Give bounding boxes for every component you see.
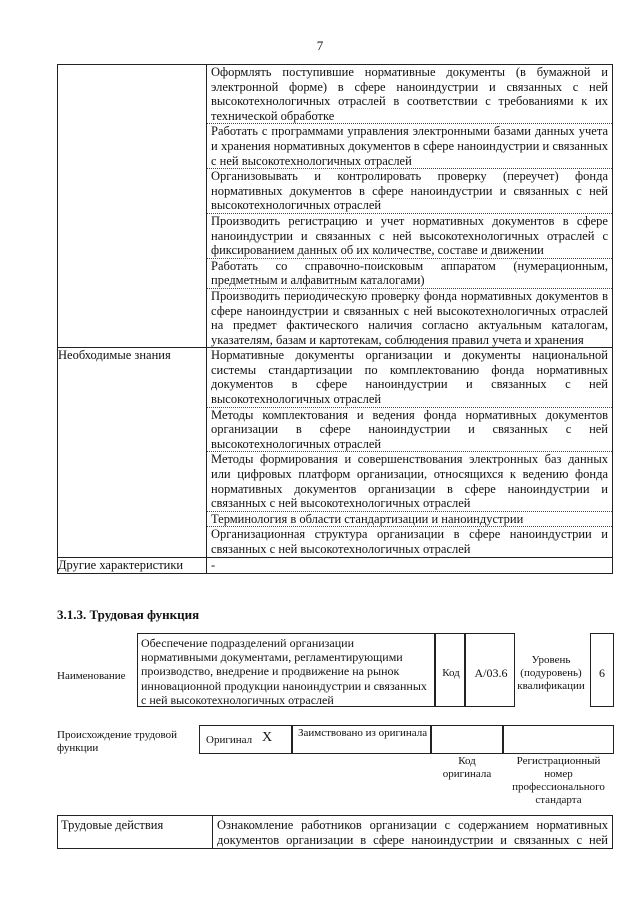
name-value: Обеспечение подразделений организации нормативными документами, регламентирующими производство, внедрение и продвижение на рынок инновационной продукции наноиндустрии и связанных с ней высокотехнологичных отраслей bbox=[141, 636, 427, 707]
code-label-box bbox=[435, 633, 465, 707]
row-content bbox=[207, 65, 613, 348]
code-value-box bbox=[465, 633, 515, 707]
borrowed-box bbox=[292, 725, 431, 754]
original-code-box bbox=[431, 725, 503, 754]
origin-label: Происхождение трудовой функции bbox=[57, 729, 178, 754]
name-label: Наименование bbox=[57, 670, 126, 682]
skills-knowledge-table bbox=[57, 64, 613, 574]
list-item: Организовывать и контролировать проверку (переучет) фонда нормативных документов в сфере наноиндустрии и связанных с ней высокотехнологичных отраслей bbox=[207, 169, 612, 214]
table-row bbox=[58, 348, 613, 557]
code-value: A/03.6 bbox=[474, 666, 508, 680]
list-item: Производить регистрацию и учет нормативных документов в сфере наноиндустрии и связанных с ней высокотехнологичных отраслей с фиксированием данных об их количестве, составе и движении bbox=[207, 214, 612, 259]
level-value: 6 bbox=[599, 666, 605, 680]
list-item: Организационная структура организации в сфере наноиндустрии и связанных с ней высокотехнологичных отраслей bbox=[211, 527, 608, 556]
name-box bbox=[137, 633, 435, 707]
list-item: Методы формирования и совершенствования электронных баз данных или цифровых платформ организации, относящихся к ведению фонда нормативных документов организации в сфере наноиндустрии и связанных с ней высокотехнологичных отраслей bbox=[207, 452, 612, 511]
table-row bbox=[58, 65, 613, 348]
reg-caption: Регистрационный номер профессионального стандарта bbox=[512, 755, 605, 806]
list-item: Оформлять поступившие нормативные документы (в бумажной и электронной форме) в сфере наноиндустрии и связанных с ней высокотехнологичных отраслей в соответствии с требованиями к их технической обработке bbox=[207, 65, 612, 124]
section-title: 3.1.3. Трудовая функция bbox=[57, 607, 200, 622]
original-box bbox=[199, 725, 292, 754]
row-label-knowledge: Необходимые знания bbox=[58, 348, 207, 557]
list-item: Терминология в области стандартизации и наноиндустрии bbox=[207, 512, 612, 528]
list-item: - bbox=[211, 557, 216, 572]
original-label: Оригинал bbox=[206, 734, 253, 746]
list-item: Нормативные документы организации и документы национальной системы стандартизации по комплектованию фонда нормативных документов в сфере наноиндустрии и связанных с ней высокотехнологичных отраслей bbox=[207, 348, 612, 407]
code-caption: Код оригинала bbox=[442, 755, 492, 780]
reg-number-box bbox=[503, 725, 614, 754]
actions-text: Ознакомление работников организации с содержанием нормативных документов организации в сфере наноиндустрии и связанных с ней bbox=[213, 816, 613, 849]
row-label bbox=[58, 65, 207, 348]
level-value-box bbox=[590, 633, 614, 707]
borrowed-label: Заимствовано из оригинала bbox=[298, 727, 428, 739]
list-item: Работать со справочно-поисковым аппаратом (нумерационным, предметным и алфавитным каталогами) bbox=[207, 259, 612, 289]
table-row bbox=[58, 557, 613, 573]
row-content bbox=[207, 557, 613, 573]
level-label: Уровень (подуровень) квалификации bbox=[517, 654, 585, 692]
actions-label: Трудовые действия bbox=[58, 816, 213, 849]
labor-actions-table bbox=[57, 815, 613, 849]
row-label-other: Другие характеристики bbox=[58, 557, 207, 573]
list-item: Производить периодическую проверку фонда нормативных документов в сфере наноиндустрии и связанных с ней высокотехнологичных отраслей на предмет фактического наличия согласно актуальным каталогам, указателям, базам и картотекам, соблюдения правил учета и хранения bbox=[211, 288, 608, 347]
original-mark: X bbox=[262, 730, 273, 745]
list-item: Работать с программами управления электронными базами данных учета и хранения нормативных документов в сфере наноиндустрии и связанных с ней высокотехнологичных отраслей bbox=[207, 124, 612, 169]
row-content bbox=[207, 348, 613, 557]
table-row bbox=[58, 816, 613, 849]
list-item: Методы комплектования и ведения фонда нормативных документов организации в сфере наноиндустрии и связанных с ней высокотехнологичных отраслей bbox=[207, 408, 612, 453]
page-number: 7 bbox=[316, 38, 324, 53]
code-label: Код bbox=[442, 667, 460, 679]
